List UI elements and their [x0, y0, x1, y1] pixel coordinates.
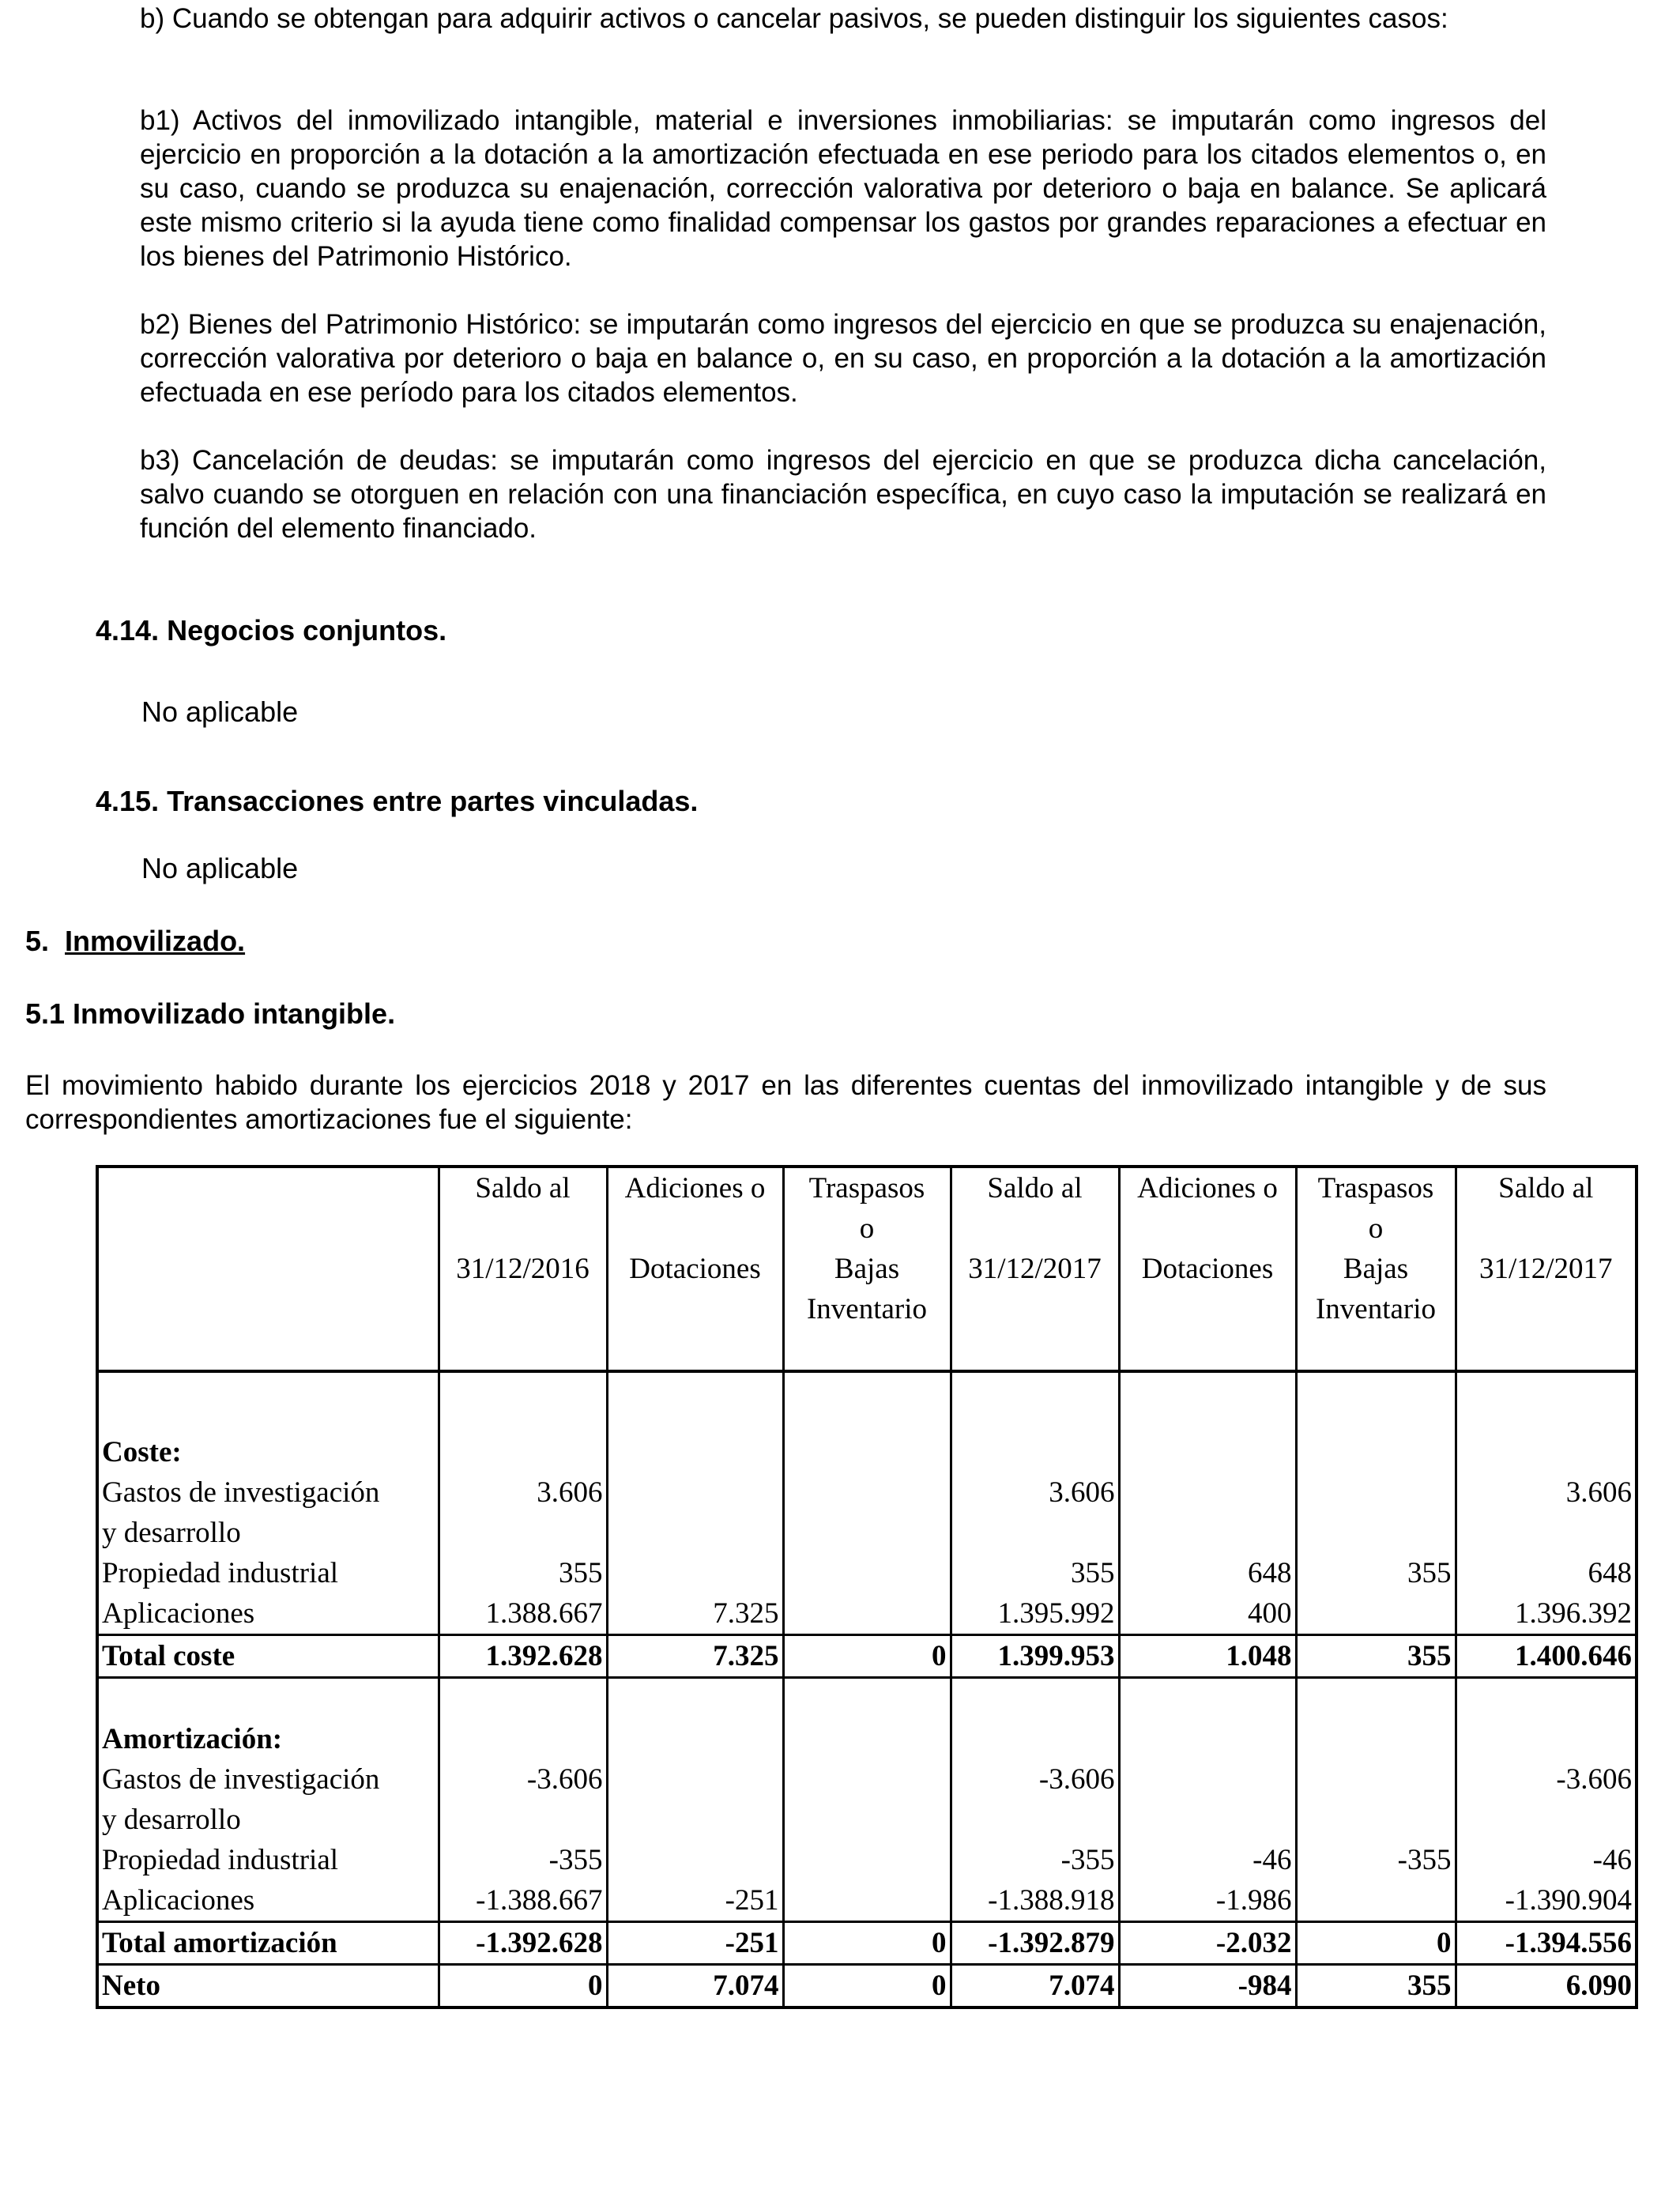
cell: 355 [951, 1553, 1119, 1593]
cell: 7.074 [951, 1965, 1119, 2008]
header-transfers-2018: Traspasos o Bajas Inventario [1296, 1167, 1456, 1371]
cell: -3.606 [439, 1759, 607, 1840]
row-label: Total coste [97, 1635, 439, 1678]
cell: 1.388.667 [439, 1593, 607, 1635]
row-label: Propiedad industrial [102, 1844, 339, 1876]
table-spacer-row [97, 1371, 1637, 1432]
group-label-amortizacion: Amortización: [102, 1723, 283, 1755]
table-row [97, 1759, 1637, 1840]
cell: 7.074 [607, 1965, 783, 2008]
cell: 3.606 [951, 1472, 1119, 1553]
cell: -1.392.628 [439, 1922, 607, 1965]
table-row-coste-label [97, 1432, 1637, 1472]
header-additions-2017: Adiciones o Dotaciones [607, 1167, 783, 1371]
cell [1119, 1472, 1296, 1553]
table-row-amortizacion-label [97, 1719, 1637, 1759]
cell: -1.394.556 [1456, 1922, 1637, 1965]
section-5-number: 5. [25, 925, 50, 957]
section-4-14-text: No aplicable [141, 696, 299, 728]
cell: 1.396.392 [1456, 1593, 1637, 1635]
cell: 3.606 [1456, 1472, 1637, 1553]
table-header-row [97, 1167, 1637, 1371]
cell: -1.986 [1119, 1880, 1296, 1922]
row-label: Aplicaciones [102, 1597, 255, 1630]
cell: -3.606 [1456, 1759, 1637, 1840]
cell: -355 [951, 1840, 1119, 1880]
cell: 6.090 [1456, 1965, 1637, 2008]
cell: 648 [1119, 1553, 1296, 1593]
cell: -2.032 [1119, 1922, 1296, 1965]
section-4-14-title: 4.14. Negocios conjuntos. [96, 614, 447, 647]
header-balance-final: Saldo al 31/12/2017 [1456, 1167, 1637, 1371]
paragraph-b3: b3) Cancelación de deudas: se imputarán como ingresos del ejercicio en que se produzca dicha cancelación, salvo cuando se otorguen en relación con una financiación específica, en cuyo caso la imputación se realizará en función del elemento financiado. [140, 445, 1546, 544]
table-row [97, 1553, 1637, 1593]
group-label-coste: Coste: [102, 1436, 182, 1468]
table-row-neto [97, 1965, 1637, 2008]
cell: 1.048 [1119, 1635, 1296, 1678]
cell: 0 [783, 1635, 951, 1678]
cell: 3.606 [439, 1472, 607, 1553]
cell: -251 [607, 1880, 783, 1922]
paragraph-b1: b1) Activos del inmovilizado intangible, material e inversiones inmobiliarias: se imputarán como ingresos del ejercicio en proporción a la dotación a la amortización efectuada en ese periodo para los citados elementos o, en su caso, cuando se produzca su enajenación, corrección valorativa por deterioro o baja en balance. Se aplicará este mismo criterio si la ayuda tiene como finalidad compensar los gastos por grandes reparaciones a efectuar en los bienes del Patrimonio Histórico. [140, 105, 1546, 272]
cell: 355 [1296, 1553, 1456, 1593]
cell [783, 1880, 951, 1922]
cell: 400 [1119, 1593, 1296, 1635]
cell: -1.388.918 [951, 1880, 1119, 1922]
cell: 355 [1296, 1965, 1456, 2008]
cell [607, 1553, 783, 1593]
cell: 648 [1456, 1553, 1637, 1593]
cell: 355 [1296, 1635, 1456, 1678]
table-row-total-coste [97, 1635, 1637, 1678]
cell: -46 [1456, 1840, 1637, 1880]
row-label: Total amortización [97, 1922, 439, 1965]
paragraph-b: b) Cuando se obtengan para adquirir activos o cancelar pasivos, se pueden distinguir los siguientes casos: [140, 3, 1448, 34]
cell: 0 [1296, 1922, 1456, 1965]
header-balance-2016: Saldo al 31/12/2016 [439, 1167, 607, 1371]
cell: 7.325 [607, 1635, 783, 1678]
cell: -1.390.904 [1456, 1880, 1637, 1922]
cell [783, 1553, 951, 1593]
intangible-movement-table [96, 1165, 1638, 2009]
cell: -355 [439, 1840, 607, 1880]
section-5-1-intro: El movimiento habido durante los ejercicios 2018 y 2017 en las diferentes cuentas del inmovilizado intangible y de sus correspondientes amortizaciones fue el siguiente: [25, 1070, 1546, 1135]
paragraph-b2: b2) Bienes del Patrimonio Histórico: se imputarán como ingresos del ejercicio en que se produzca su enajenación, corrección valorativa por deterioro o baja en balance o, en su caso, en proporción a la dotación a la amortización efectuada en ese período para los citados elementos. [140, 309, 1546, 408]
cell [783, 1472, 951, 1553]
table-row-total-amortizacion [97, 1922, 1637, 1965]
cell [1296, 1472, 1456, 1553]
table-row [97, 1593, 1637, 1635]
section-5-heading [25, 925, 245, 958]
cell [1296, 1880, 1456, 1922]
table-row [97, 1880, 1637, 1922]
cell [607, 1759, 783, 1840]
cell [783, 1840, 951, 1880]
section-5-1-title: 5.1 Inmovilizado intangible. [25, 997, 396, 1030]
cell: 355 [439, 1553, 607, 1593]
section-5-title: Inmovilizado. [65, 925, 246, 957]
section-4-15-title: 4.15. Transacciones entre partes vinculadas. [96, 785, 699, 817]
cell [607, 1472, 783, 1553]
row-label: Propiedad industrial [102, 1557, 339, 1589]
cell: 1.400.646 [1456, 1635, 1637, 1678]
row-label: Gastos de investigación y desarrollo [102, 1763, 380, 1836]
cell: -1.388.667 [439, 1880, 607, 1922]
table-spacer-row [97, 1678, 1637, 1720]
cell [607, 1840, 783, 1880]
cell [1119, 1759, 1296, 1840]
row-label: Neto [102, 1970, 160, 2002]
cell: 0 [783, 1922, 951, 1965]
cell [1296, 1759, 1456, 1840]
cell [783, 1759, 951, 1840]
cell: 0 [439, 1965, 607, 2008]
row-label: Gastos de investigación y desarrollo [102, 1476, 380, 1549]
header-empty-cell [97, 1167, 439, 1371]
header-additions-2018: Adiciones o Dotaciones [1119, 1167, 1296, 1371]
cell: 1.399.953 [951, 1635, 1119, 1678]
header-transfers-2017: Traspasos o Bajas Inventario [783, 1167, 951, 1371]
cell: -1.392.879 [951, 1922, 1119, 1965]
row-label: Aplicaciones [102, 1884, 255, 1917]
cell: -984 [1119, 1965, 1296, 2008]
cell: 7.325 [607, 1593, 783, 1635]
header-balance-2017: Saldo al 31/12/2017 [951, 1167, 1119, 1371]
table-row [97, 1472, 1637, 1553]
cell: 1.392.628 [439, 1635, 607, 1678]
cell: 0 [783, 1965, 951, 2008]
cell [1296, 1593, 1456, 1635]
cell: -355 [1296, 1840, 1456, 1880]
cell: -46 [1119, 1840, 1296, 1880]
cell: 1.395.992 [951, 1593, 1119, 1635]
table-row [97, 1840, 1637, 1880]
cell: -3.606 [951, 1759, 1119, 1840]
section-4-15-text: No aplicable [141, 852, 299, 884]
cell [783, 1593, 951, 1635]
cell: -251 [607, 1922, 783, 1965]
